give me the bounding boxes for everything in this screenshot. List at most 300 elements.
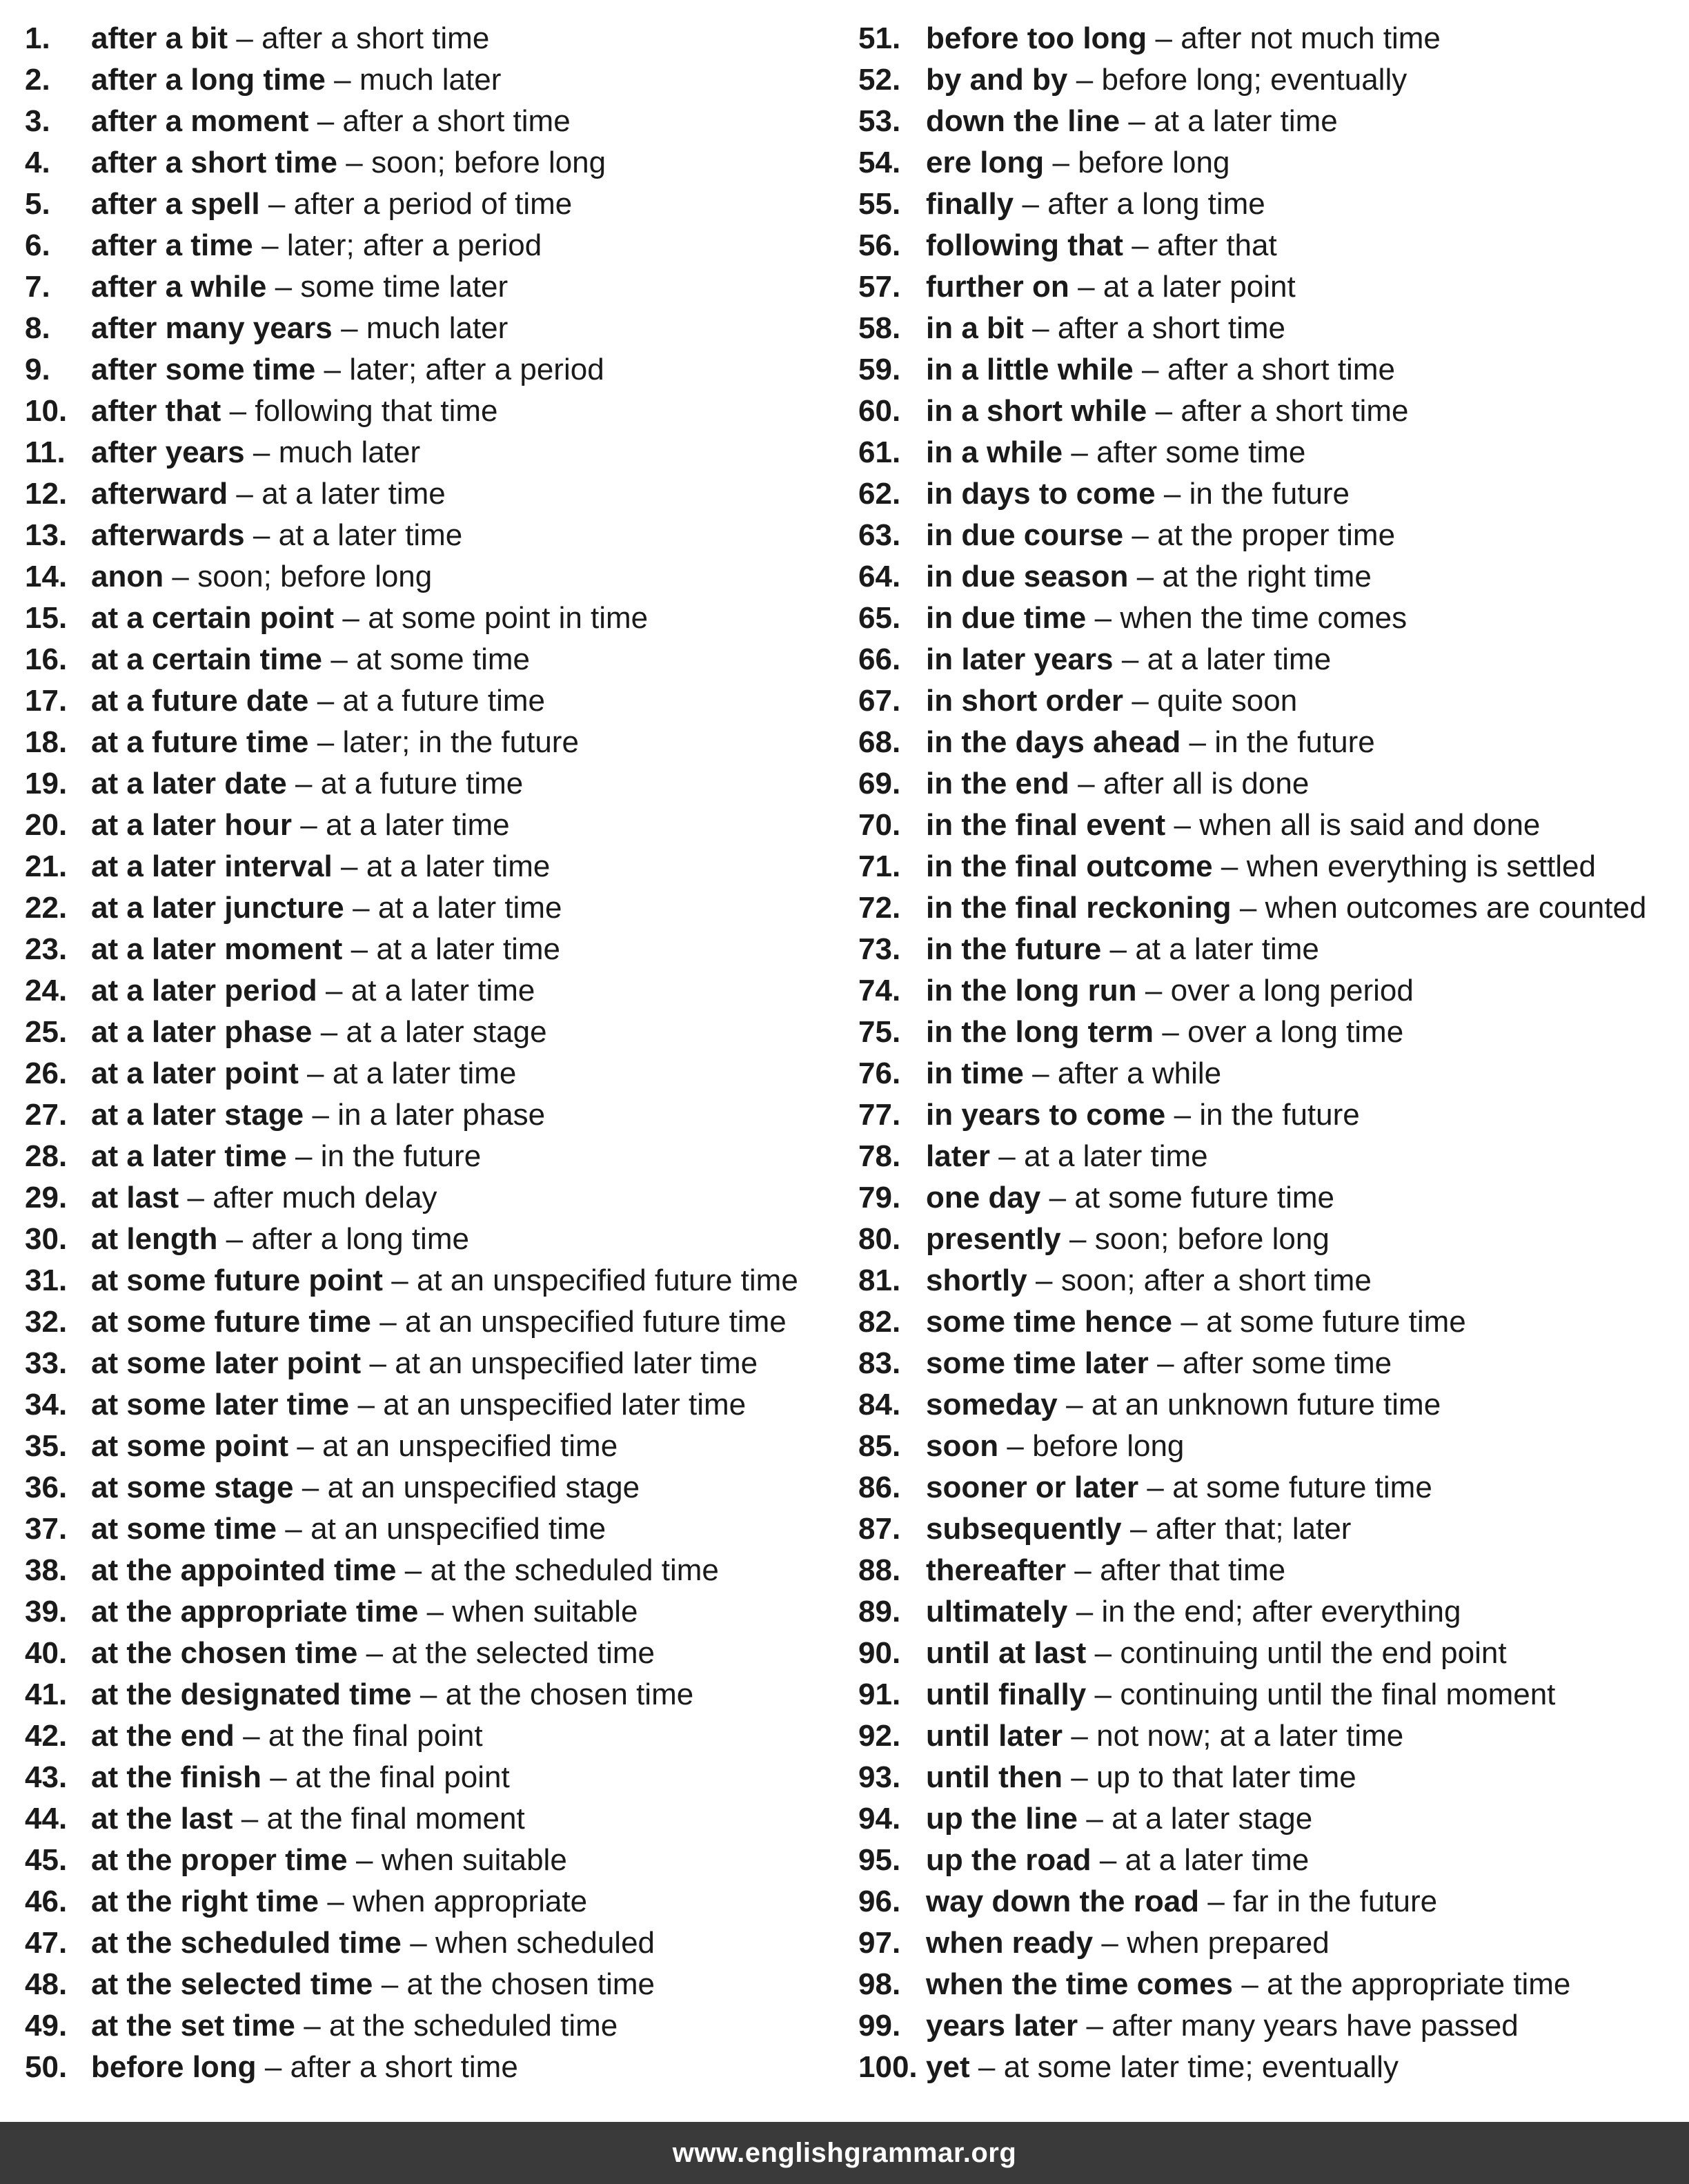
- list-item: [858, 1633, 1686, 1674]
- list-item: [858, 1550, 1686, 1591]
- item-term: after a while: [91, 270, 267, 304]
- item-term: at length: [91, 1222, 218, 1256]
- list-item: [858, 18, 1686, 59]
- item-term: following that: [926, 228, 1123, 262]
- item-number: 74.: [858, 974, 901, 1007]
- item-definition: at an unspecified time: [322, 1429, 618, 1463]
- item-separator: –: [1086, 2009, 1103, 2043]
- list-item: [858, 473, 1686, 515]
- item-term: at a certain time: [91, 642, 323, 676]
- item-separator: –: [1189, 725, 1207, 759]
- item-term: after that: [91, 394, 221, 428]
- item-separator: –: [1142, 353, 1159, 386]
- item-definition: in the future: [1199, 1098, 1360, 1132]
- list-item: [858, 1964, 1686, 2005]
- list-item: [858, 1591, 1686, 1633]
- item-number: 40.: [25, 1636, 68, 1670]
- item-term: soon: [926, 1429, 999, 1463]
- item-separator: –: [379, 1305, 397, 1339]
- item-number: 39.: [25, 1595, 68, 1629]
- list-item: [858, 1922, 1686, 1964]
- item-number: 64.: [858, 560, 901, 593]
- list-item: [858, 1798, 1686, 1840]
- item-separator: –: [327, 1885, 344, 1918]
- item-number: 25.: [25, 1015, 68, 1049]
- item-number: 63.: [858, 518, 901, 552]
- list-item: [25, 1674, 846, 1715]
- list-item: [25, 680, 846, 722]
- item-separator: –: [1071, 1719, 1088, 1753]
- item-separator: –: [270, 1760, 287, 1794]
- list-item: [858, 1467, 1686, 1508]
- list-item: [25, 556, 846, 598]
- list-item: [858, 1426, 1686, 1467]
- item-definition: when prepared: [1127, 1926, 1330, 1960]
- item-term: at some future point: [91, 1263, 383, 1297]
- item-number: 37.: [25, 1512, 68, 1546]
- item-number: 9.: [25, 353, 50, 386]
- item-number: 17.: [25, 684, 68, 718]
- item-number: 99.: [858, 2009, 901, 2043]
- list-item: [858, 1136, 1686, 1177]
- list-item: [858, 639, 1686, 680]
- item-term: before long: [91, 2050, 257, 2084]
- item-separator: –: [1207, 1885, 1225, 1918]
- item-term: at the scheduled time: [91, 1926, 402, 1960]
- list-item: [25, 1219, 846, 1260]
- item-term: in a while: [926, 435, 1063, 469]
- item-number: 69.: [858, 767, 901, 800]
- item-separator: –: [1121, 642, 1139, 676]
- item-definition: at the final point: [268, 1719, 483, 1753]
- item-term: some time hence: [926, 1305, 1173, 1339]
- item-number: 22.: [25, 891, 68, 925]
- list-item: [25, 1591, 846, 1633]
- list-item: [25, 266, 846, 308]
- item-term: at a later phase: [91, 1015, 313, 1049]
- item-definition: at a later time: [376, 932, 561, 966]
- item-term: afterward: [91, 477, 228, 511]
- item-number: 100.: [858, 2050, 918, 2084]
- item-definition: in the future: [320, 1139, 482, 1173]
- item-separator: –: [1069, 1222, 1087, 1256]
- item-number: 12.: [25, 477, 68, 511]
- item-term: in the final reckoning: [926, 891, 1232, 925]
- item-separator: –: [324, 353, 342, 386]
- list-item: [25, 639, 846, 680]
- list-item: [858, 1715, 1686, 1757]
- item-definition: over a long period: [1170, 974, 1414, 1007]
- list-item: [25, 391, 846, 432]
- item-definition: at a later time: [1135, 932, 1319, 966]
- item-definition: soon; before long: [197, 560, 433, 593]
- item-term: when the time comes: [926, 1967, 1234, 2001]
- item-term: at the designated time: [91, 1678, 412, 1711]
- item-term: at a later time: [91, 1139, 287, 1173]
- item-number: 38.: [25, 1553, 68, 1587]
- item-definition: at some point in time: [368, 601, 649, 635]
- item-number: 8.: [25, 311, 50, 345]
- item-definition: when all is said and done: [1199, 808, 1541, 842]
- list-item: [25, 1260, 846, 1301]
- item-number: 29.: [25, 1181, 68, 1214]
- item-definition: at an unspecified stage: [327, 1470, 640, 1504]
- item-term: later: [926, 1139, 990, 1173]
- item-term: afterwards: [91, 518, 245, 552]
- item-separator: –: [1007, 1429, 1024, 1463]
- item-definition: continuing until the final moment: [1120, 1678, 1556, 1711]
- item-definition: at the scheduled time: [328, 2009, 618, 2043]
- item-number: 95.: [858, 1843, 901, 1877]
- item-separator: –: [275, 270, 293, 304]
- item-number: 51.: [858, 21, 901, 55]
- item-separator: –: [350, 932, 368, 966]
- item-definition: at the final moment: [266, 1802, 525, 1836]
- list-item: [25, 1757, 846, 1798]
- item-separator: –: [353, 891, 370, 925]
- item-separator: –: [1052, 146, 1069, 179]
- item-separator: –: [1049, 1181, 1067, 1214]
- list-item: [25, 515, 846, 556]
- item-definition: after a while: [1057, 1056, 1222, 1090]
- item-definition: after some time: [1182, 1346, 1392, 1380]
- item-definition: soon; after a short time: [1060, 1263, 1372, 1297]
- item-separator: –: [1147, 1470, 1164, 1504]
- item-number: 68.: [858, 725, 901, 759]
- item-definition: after much delay: [213, 1181, 437, 1214]
- item-separator: –: [317, 725, 335, 759]
- list-item: [25, 432, 846, 473]
- item-number: 66.: [858, 642, 901, 676]
- item-definition: at a later time: [1154, 104, 1338, 138]
- item-definition: after a long time: [251, 1222, 469, 1256]
- item-definition: at a later time: [278, 518, 463, 552]
- list-item: [25, 1136, 846, 1177]
- item-definition: at a later time: [332, 1056, 517, 1090]
- item-separator: –: [1163, 477, 1181, 511]
- item-definition: following that time: [255, 394, 498, 428]
- item-number: 83.: [858, 1346, 901, 1380]
- item-definition: after all is done: [1103, 767, 1310, 800]
- item-number: 72.: [858, 891, 901, 925]
- list-item: [25, 1467, 846, 1508]
- item-term: at the selected time: [91, 1967, 373, 2001]
- item-term: some time later: [926, 1346, 1149, 1380]
- item-number: 18.: [25, 725, 68, 759]
- item-definition: at a later stage: [1112, 1802, 1313, 1836]
- item-number: 84.: [858, 1388, 901, 1421]
- list-item: [25, 1053, 846, 1094]
- list-item: [858, 1343, 1686, 1384]
- item-separator: –: [1036, 1263, 1053, 1297]
- item-term: until at last: [926, 1636, 1087, 1670]
- item-separator: –: [1076, 1595, 1094, 1629]
- item-number: 82.: [858, 1305, 901, 1339]
- list-item: [25, 598, 846, 639]
- item-term: in later years: [926, 642, 1114, 676]
- list-item: [25, 101, 846, 142]
- item-number: 32.: [25, 1305, 68, 1339]
- item-number: 7.: [25, 270, 50, 304]
- list-item: [858, 1094, 1686, 1136]
- item-term: at the appointed time: [91, 1553, 397, 1587]
- item-number: 89.: [858, 1595, 901, 1629]
- item-separator: –: [1094, 601, 1112, 635]
- item-definition: after that; later: [1155, 1512, 1352, 1546]
- item-definition: at a later time: [377, 891, 562, 925]
- item-number: 24.: [25, 974, 68, 1007]
- list-item: [25, 1922, 846, 1964]
- item-number: 4.: [25, 146, 50, 179]
- item-definition: when appropriate: [353, 1885, 588, 1918]
- item-separator: –: [1076, 63, 1094, 97]
- item-term: further on: [926, 270, 1069, 304]
- item-separator: –: [302, 1470, 319, 1504]
- list-item: [858, 1508, 1686, 1550]
- list-item: [858, 2047, 1686, 2088]
- item-separator: –: [1066, 1388, 1083, 1421]
- item-number: 88.: [858, 1553, 901, 1587]
- item-term: in time: [926, 1056, 1024, 1090]
- item-number: 48.: [25, 1967, 68, 2001]
- item-number: 90.: [858, 1636, 901, 1670]
- item-number: 46.: [25, 1885, 68, 1918]
- list-item: [25, 1426, 846, 1467]
- item-number: 30.: [25, 1222, 68, 1256]
- item-definition: at the proper time: [1157, 518, 1396, 552]
- item-separator: –: [366, 1636, 384, 1670]
- item-separator: –: [1022, 187, 1039, 221]
- item-number: 23.: [25, 932, 68, 966]
- item-term: finally: [926, 187, 1014, 221]
- item-term: at a later stage: [91, 1098, 304, 1132]
- item-separator: –: [264, 2050, 282, 2084]
- item-number: 28.: [25, 1139, 68, 1173]
- item-definition: not now; at a later time: [1096, 1719, 1404, 1753]
- item-separator: –: [325, 974, 343, 1007]
- item-number: 62.: [858, 477, 901, 511]
- item-term: in the final outcome: [926, 849, 1213, 883]
- item-definition: far in the future: [1233, 1885, 1438, 1918]
- item-definition: at some future time: [1074, 1181, 1334, 1214]
- item-definition: at some time: [356, 642, 531, 676]
- item-term: in the days ahead: [926, 725, 1181, 759]
- item-separator: –: [1155, 21, 1172, 55]
- list-item: [25, 1343, 846, 1384]
- item-separator: –: [381, 1967, 399, 2001]
- list-item: [25, 308, 846, 349]
- item-separator: –: [253, 435, 270, 469]
- list-item: [858, 184, 1686, 225]
- list-item: [858, 1384, 1686, 1426]
- list-item: [858, 308, 1686, 349]
- item-definition: much later: [278, 435, 421, 469]
- item-separator: –: [410, 1926, 427, 1960]
- item-definition: at an unspecified future time: [404, 1305, 787, 1339]
- list-item: [25, 184, 846, 225]
- item-number: 58.: [858, 311, 901, 345]
- item-separator: –: [1181, 1305, 1198, 1339]
- item-definition: up to that later time: [1096, 1760, 1356, 1794]
- item-number: 31.: [25, 1263, 68, 1297]
- item-term: at the end: [91, 1719, 235, 1753]
- item-term: until later: [926, 1719, 1063, 1753]
- item-number: 20.: [25, 808, 68, 842]
- item-definition: after a long time: [1047, 187, 1265, 221]
- item-number: 14.: [25, 560, 68, 593]
- item-separator: –: [241, 1802, 259, 1836]
- item-separator: –: [268, 187, 286, 221]
- item-term: yet: [926, 2050, 970, 2084]
- item-separator: –: [998, 1139, 1016, 1173]
- item-number: 75.: [858, 1015, 901, 1049]
- item-separator: –: [419, 1678, 437, 1711]
- item-number: 60.: [858, 394, 901, 428]
- item-separator: –: [320, 1015, 338, 1049]
- item-number: 87.: [858, 1512, 901, 1546]
- item-number: 59.: [858, 353, 901, 386]
- item-separator: –: [1078, 767, 1095, 800]
- item-number: 49.: [25, 2009, 68, 2043]
- list-item: [25, 887, 846, 929]
- item-term: anon: [91, 560, 164, 593]
- item-term: after a short time: [91, 146, 337, 179]
- item-term: in a little while: [926, 353, 1134, 386]
- item-definition: some time later: [300, 270, 508, 304]
- item-definition: when the time comes: [1120, 601, 1408, 635]
- item-number: 71.: [858, 849, 901, 883]
- item-term: at the proper time: [91, 1843, 348, 1877]
- item-separator: –: [330, 642, 348, 676]
- item-separator: –: [1174, 1098, 1192, 1132]
- item-number: 93.: [858, 1760, 901, 1794]
- list-item: [25, 763, 846, 805]
- item-definition: at a later time: [366, 849, 551, 883]
- item-term: ere long: [926, 146, 1045, 179]
- left-column-list: [25, 18, 846, 2088]
- list-item: [858, 266, 1686, 308]
- item-definition: at the selected time: [391, 1636, 655, 1670]
- list-item: [25, 473, 846, 515]
- item-separator: –: [1032, 1056, 1049, 1090]
- item-term: in short order: [926, 684, 1124, 718]
- item-term: at the set time: [91, 2009, 295, 2043]
- item-separator: –: [1129, 1512, 1147, 1546]
- item-separator: –: [1094, 1678, 1112, 1711]
- item-number: 67.: [858, 684, 901, 718]
- list-item: [858, 391, 1686, 432]
- list-item: [858, 1301, 1686, 1343]
- list-item: [858, 805, 1686, 846]
- list-item: [858, 763, 1686, 805]
- list-item: [25, 1012, 846, 1053]
- item-term: at some later point: [91, 1346, 362, 1380]
- item-definition: after that time: [1100, 1553, 1286, 1587]
- item-number: 2.: [25, 63, 50, 97]
- item-separator: –: [1071, 1760, 1088, 1794]
- item-separator: –: [978, 2050, 996, 2084]
- item-definition: after a short time: [1167, 353, 1395, 386]
- list-item: [25, 1633, 846, 1674]
- item-term: at a later hour: [91, 808, 292, 842]
- item-separator: –: [391, 1263, 408, 1297]
- footer-website-url: www.englishgrammar.org: [672, 2137, 1017, 2168]
- footer-bar: [0, 2122, 1689, 2184]
- item-number: 44.: [25, 1802, 68, 1836]
- item-separator: –: [1239, 891, 1257, 925]
- item-term: at a later period: [91, 974, 317, 1007]
- item-number: 42.: [25, 1719, 68, 1753]
- item-definition: quite soon: [1157, 684, 1298, 718]
- item-number: 16.: [25, 642, 68, 676]
- item-definition: at a later stage: [346, 1015, 547, 1049]
- item-term: in a short while: [926, 394, 1147, 428]
- item-separator: –: [1071, 435, 1088, 469]
- item-definition: at the appropriate time: [1267, 1967, 1571, 2001]
- item-definition: after a short time: [261, 21, 490, 55]
- item-separator: –: [1155, 394, 1173, 428]
- list-item: [858, 1219, 1686, 1260]
- item-separator: –: [346, 146, 363, 179]
- item-number: 1.: [25, 21, 50, 55]
- item-number: 45.: [25, 1843, 68, 1877]
- list-item: [858, 432, 1686, 473]
- item-term: in the long run: [926, 974, 1137, 1007]
- item-definition: at an unspecified future time: [417, 1263, 798, 1297]
- list-item: [25, 59, 846, 101]
- item-separator: –: [1157, 1346, 1174, 1380]
- item-definition: at a later time: [261, 477, 446, 511]
- item-number: 79.: [858, 1181, 901, 1214]
- item-definition: when everything is settled: [1246, 849, 1596, 883]
- item-number: 35.: [25, 1429, 68, 1463]
- item-term: at some point: [91, 1429, 289, 1463]
- item-separator: –: [1032, 311, 1049, 345]
- item-separator: –: [261, 228, 279, 262]
- list-item: [858, 515, 1686, 556]
- item-separator: –: [312, 1098, 329, 1132]
- item-term: thereafter: [926, 1553, 1066, 1587]
- item-term: after a moment: [91, 104, 309, 138]
- item-definition: later; after a period: [349, 353, 604, 386]
- item-definition: at a later time: [1147, 642, 1332, 676]
- list-item: [25, 1177, 846, 1219]
- item-term: until finally: [926, 1678, 1087, 1711]
- item-separator: –: [243, 1719, 260, 1753]
- item-definition: later; in the future: [342, 725, 579, 759]
- list-item: [858, 1881, 1686, 1922]
- item-term: years later: [926, 2009, 1078, 2043]
- list-item: [858, 1012, 1686, 1053]
- item-term: at last: [91, 1181, 179, 1214]
- item-definition: after a short time: [1181, 394, 1409, 428]
- list-item: [25, 805, 846, 846]
- item-term: after a long time: [91, 63, 326, 97]
- item-definition: at some later time; eventually: [1003, 2050, 1399, 2084]
- list-item: [858, 142, 1686, 184]
- item-term: after many years: [91, 311, 333, 345]
- list-item: [25, 1964, 846, 2005]
- item-number: 98.: [858, 1967, 901, 2001]
- item-definition: at some future time: [1206, 1305, 1466, 1339]
- item-number: 96.: [858, 1885, 901, 1918]
- list-item: [25, 1715, 846, 1757]
- item-definition: soon; before long: [371, 146, 606, 179]
- item-term: after a spell: [91, 187, 260, 221]
- list-item: [858, 722, 1686, 763]
- item-definition: at the chosen time: [406, 1967, 655, 2001]
- item-term: at a certain point: [91, 601, 335, 635]
